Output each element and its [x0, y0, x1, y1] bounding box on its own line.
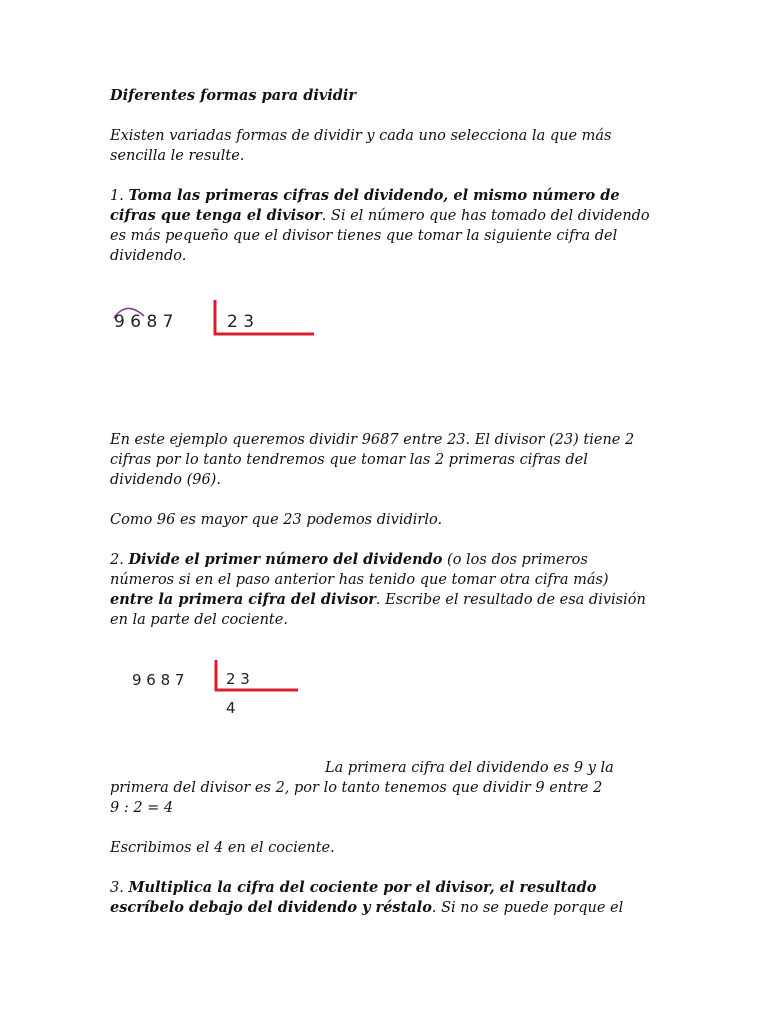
- intro-paragraph: Existen variadas formas de dividir y cada uno selecciona la que más sencilla le resulte.: [110, 128, 612, 164]
- step2-paragraph: [110, 550, 650, 630]
- step2-bold-text-2: entre la primera cifra del divisor: [110, 591, 376, 608]
- dividend-text: 9 6 8 7: [132, 671, 185, 689]
- comparison-paragraph: Como 96 es mayor que 23 podemos dividirlo.: [110, 512, 443, 528]
- step1-paragraph: [110, 186, 650, 266]
- step2-mid-text: (o los dos primeros números si en el paso anterior has tenido que tomar otra cifra más): [110, 552, 609, 588]
- quotient-text: 4: [226, 699, 236, 717]
- explanation-equation: 9 : 2 = 4: [110, 800, 174, 816]
- quotient-note-paragraph: Escribimos el 4 en el cociente.: [110, 840, 335, 856]
- step2-number: 2.: [110, 552, 124, 568]
- step1-bold-text: Toma las primeras cifras del dividendo, el mismo número de cifras que tenga el divisor: [110, 187, 620, 224]
- step3-rest-text: . Si no se puede porque el: [431, 900, 624, 916]
- divisor-text: 2 3: [227, 312, 255, 332]
- division-diagram-1: [110, 296, 330, 346]
- step2-bold-text-1: Divide el primer número del dividendo: [128, 551, 443, 568]
- step1-rest-text: . Si el número que has tomado del dividendo es más pequeño que el divisor tienes que tomar la siguiente cifra del dividendo.: [110, 208, 650, 264]
- document-title: Diferentes formas para dividir: [110, 87, 357, 104]
- step1-number: 1.: [110, 188, 124, 204]
- step3-paragraph: [110, 878, 650, 918]
- step3-number: 3.: [110, 880, 124, 896]
- example-paragraph: En este ejemplo queremos dividir 9687 entre 23. El divisor (23) tiene 2 cifras por lo tanto tendremos que tomar las 2 primeras cifras del dividendo (96).: [110, 432, 635, 488]
- explanation-line-2: primera del divisor es 2, por lo tanto tenemos que dividir 9 entre 2: [110, 780, 603, 796]
- divisor-text: 2 3: [226, 670, 250, 688]
- dividend-text: 9 6 8 7: [114, 312, 174, 332]
- explanation-line-1: La primera cifra del dividendo es 9 y la: [325, 760, 614, 776]
- step3-bold-text: Multiplica la cifra del cociente por el divisor, el resultado escríbelo debajo del dividendo y réstalo: [110, 879, 597, 916]
- step2-rest-text: . Escribe el resultado de esa división en la parte del cociente.: [110, 592, 646, 628]
- division-diagram-2: [130, 656, 330, 726]
